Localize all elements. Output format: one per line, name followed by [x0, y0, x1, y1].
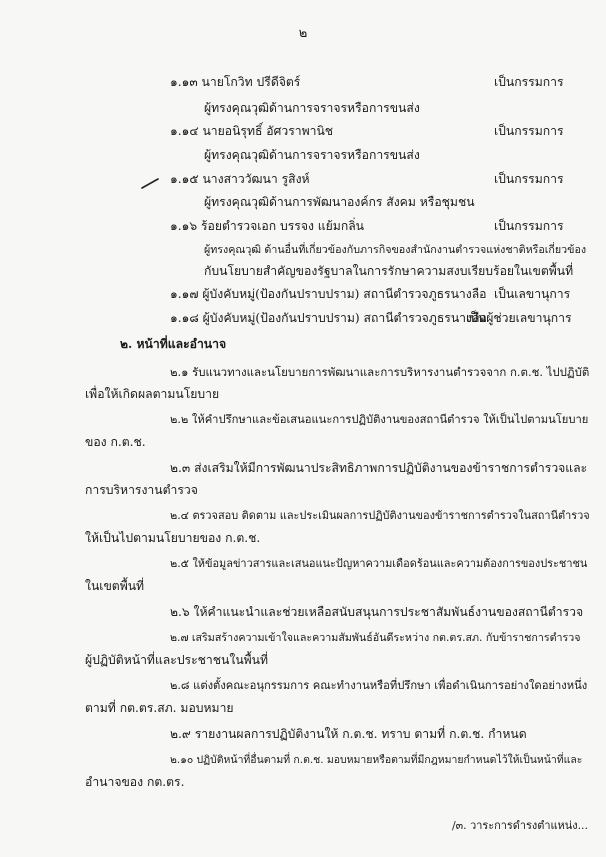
member-role: เป็นกรรมการ [494, 219, 564, 233]
duty-first-line: ๒.๔ ตรวจสอบ ติดตาม และประเมินผลการปฏิบัติงานของข้าราชการตำรวจในสถานีตำรวจ [170, 509, 590, 522]
duty-continuation: อำนาจของ กต.ตร. [85, 775, 185, 789]
duty-continuation: การบริหารงานตำรวจ [85, 483, 198, 497]
duty-continuation: ของ ก.ต.ช. [85, 435, 146, 449]
duty-continuation: เพื่อให้เกิดผลตามนโยบาย [85, 387, 220, 401]
member-role: เป็นผู้ช่วยเลขานุการ [466, 311, 572, 325]
duty-continuation: ตามที่ กต.ตร.สภ. มอบหมาย [85, 701, 234, 715]
duty-first-line: ๒.๑๐ ปฏิบัติหน้าที่อื่นตามที่ ก.ต.ช. มอบหมายหรือตามที่มีกฎหมายกำหนดไว้ให้เป็นหน้าที่และ [170, 754, 583, 766]
member-desc: ผู้ทรงคุณวุฒิด้านการจราจรหรือการขนส่ง [204, 101, 420, 115]
duty-continuation: ในเขตพื้นที่ [85, 579, 145, 593]
member-role: เป็นกรรมการ [494, 172, 564, 186]
member-item: ๑.๑๘ ผู้บังคับหมู่(ป้องกันปราบปราม) สถานีตำรวจภูธรนางลือ [170, 311, 487, 325]
page-number: ๒ [298, 26, 308, 41]
section-heading: ๒. หน้าที่และอำนาจ [120, 337, 227, 351]
member-role: เป็นกรรมการ [494, 75, 564, 89]
member-item: ๑.๑๖ ร้อยตำรวจเอก บรรจง แย้มกลิ่น [170, 219, 364, 233]
duty-first-line: ๒.๙ รายงานผลการปฏิบัติงานให้ ก.ต.ช. ทราบ ตามที่ ก.ต.ช. กำหนด [170, 727, 527, 741]
member-role: เป็นเลขานุการ [494, 287, 571, 301]
duty-first-line: ๒.๘ แต่งตั้งคณะอนุกรรมการ คณะทำงานหรือที่ปรึกษา เพื่อดำเนินการอย่างใดอย่างหนึ่ง [170, 679, 588, 692]
member-desc: ผู้ทรงคุณวุฒิด้านการจราจรหรือการขนส่ง [204, 148, 420, 162]
pen-mark-icon [140, 177, 160, 189]
member-desc: ผู้ทรงคุณวุฒิด้านการพัฒนาองค์กร สังคม หรือชุมชน [204, 195, 475, 209]
continuation-note: /๓. วาระการดำรงตำแหน่ง... [452, 819, 588, 832]
duty-first-line: ๒.๑ รับแนวทางและนโยบายการพัฒนาและการบริหารงานตำรวจจาก ก.ต.ช. ไปปฏิบัติ [170, 365, 590, 379]
member-item: ๑.๑๗ ผู้บังคับหมู่(ป้องกันปราบปราม) สถานีตำรวจภูธรนางลือ [170, 287, 487, 301]
duty-first-line: ๒.๓ ส่งเสริมให้มีการพัฒนาประสิทธิภาพการปฏิบัติงานของข้าราชการตำรวจและ [170, 461, 588, 475]
duty-continuation: ผู้ปฏิบัติหน้าที่และประชาชนในพื้นที่ [85, 653, 269, 667]
member-item: ๑.๑๔ นายอนิรุทธิ์ อัศวราพานิช [170, 124, 334, 138]
member-item: ๑.๑๕ นางสาววัฒนา รูสิงห์ [170, 172, 310, 186]
member-desc: ผู้ทรงคุณวุฒิ ด้านอื่นที่เกี่ยวข้องกับภารกิจของสำนักงานตำรวจแห่งชาติหรือเกี่ยวข้อง [204, 243, 587, 256]
duty-first-line: ๒.๗ เสริมสร้างความเข้าใจและความสัมพันธ์อันดีระหว่าง กต.ตร.สภ. กับข้าราชการตำรวจ [170, 631, 581, 644]
duty-first-line: ๒.๕ ให้ข้อมูลข่าวสารและเสนอแนะปัญหาความเดือดร้อนและความต้องการของประชาชน [170, 557, 588, 570]
member-item: ๑.๑๓ นายโกวิท ปรีดีจิตร์ [170, 75, 301, 89]
duty-first-line: ๒.๖ ให้คำแนะนำและช่วยเหลือสนับสนุนการประชาสัมพันธ์งานของสถานีตำรวจ [170, 605, 584, 619]
member-desc: กับนโยบายสำคัญของรัฐบาลในการรักษาความสงบเรียบร้อยในเขตพื้นที่ [204, 264, 574, 278]
duty-continuation: ให้เป็นไปตามนโยบายของ ก.ต.ช. [85, 531, 261, 545]
duty-first-line: ๒.๒ ให้คำปรึกษาและข้อเสนอแนะการปฏิบัติงานของสถานีตำรวจ ให้เป็นไปตามนโยบาย [170, 413, 589, 426]
member-role: เป็นกรรมการ [494, 124, 564, 138]
